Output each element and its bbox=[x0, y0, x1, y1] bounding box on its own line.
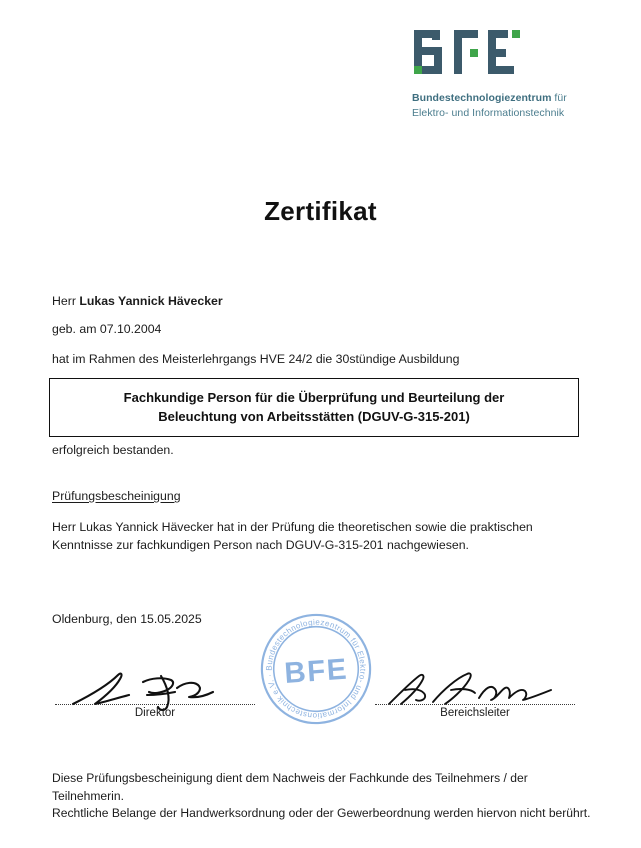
exam-paragraph: Herr Lukas Yannick Hävecker hat in der Prüfung die theoretischen sowie die praktischen Kenntnisse zur fachkundigen Person nach DGUV-G-315-201 nachgewiesen. bbox=[52, 520, 533, 552]
passed-line: erfolgreich bestanden. bbox=[52, 443, 174, 457]
signature-role-bereichsleiter: Bereichsleiter bbox=[440, 707, 510, 719]
logo-subtitle-rest: für bbox=[551, 92, 567, 104]
salutation: Herr bbox=[52, 294, 80, 308]
footer-note bbox=[52, 770, 592, 823]
recipient-line bbox=[52, 293, 223, 310]
signature-rule-direktor bbox=[55, 704, 255, 705]
stamp-center-text: BFE bbox=[283, 652, 349, 690]
course-line: hat im Rahmen des Meisterlehrgangs HVE 24/2 die 30stündige Ausbildung bbox=[52, 352, 460, 366]
signature-mark-direktor bbox=[55, 668, 265, 712]
bfe-logo bbox=[412, 28, 617, 120]
recipient-name: Lukas Yannick Hävecker bbox=[79, 294, 223, 308]
logo-subtitle-strong: Bundestechnologiezentrum bbox=[412, 92, 552, 104]
logo-subtitle-line2: Elektro- und Informationstechnik bbox=[412, 106, 565, 119]
qualification-line-1: Fachkundige Person für die Überprüfung und Beurteilung der bbox=[123, 390, 505, 405]
stamp-ring-text: Bundestechnologiezentrum für Elektro- und Informationstechnik e.V. · bbox=[264, 617, 368, 721]
section-heading: Prüfungsbescheinigung bbox=[52, 489, 181, 503]
qualification-line-2: Beleuchtung von Arbeitsstätten (DGUV-G-315-201) bbox=[158, 409, 470, 424]
qualification-box bbox=[49, 378, 579, 437]
footer-line-2: Rechtliche Belange der Handwerksordnung oder der Gewerbeordnung werden hiervon nicht berührt. bbox=[52, 806, 591, 820]
page-title: Zertifikat bbox=[264, 196, 377, 226]
signature-role-direktor: Direktor bbox=[134, 707, 176, 719]
official-stamp-icon bbox=[253, 606, 379, 732]
signature-rule-bereichsleiter bbox=[375, 704, 575, 705]
birth-date-line: geb. am 07.10.2004 bbox=[52, 322, 162, 336]
place-date-line: Oldenburg, den 15.05.2025 bbox=[52, 612, 202, 626]
logo-subtitle bbox=[412, 91, 617, 120]
bfe-logo-mark-icon bbox=[412, 28, 532, 84]
signature-mark-bereichsleiter bbox=[375, 668, 585, 712]
footer-line-1: Diese Prüfungsbescheinigung dient dem Nachweis der Fachkunde des Teilnehmers / der Teilnehmerin. bbox=[52, 771, 528, 803]
